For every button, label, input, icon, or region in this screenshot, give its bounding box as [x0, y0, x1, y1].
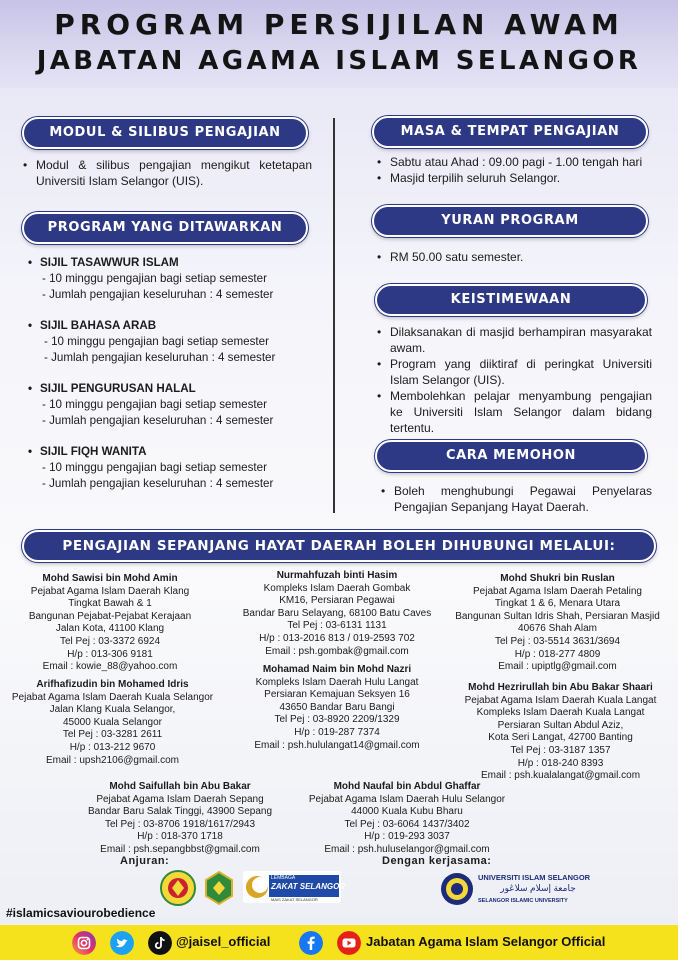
masa-list	[376, 154, 656, 186]
program-name: • SIJIL PENGURUSAN HALAL	[28, 381, 273, 397]
jais-emblem-icon	[202, 870, 236, 906]
contact-card	[448, 682, 673, 783]
contact-name: Mohd Hezrirullah bin Abu Bakar Shaari	[468, 682, 653, 693]
contact-line: Tel Pej : 03-5514 3631/3694	[494, 635, 621, 647]
social-handle[interactable]: @jaisel_official	[176, 934, 271, 949]
contact-line: Pejabat Agama Islam Daerah Petaling	[473, 585, 642, 597]
modul-text: • Modul & silibus pengajian mengikut ketetapan Universiti Islam Selangor (UIS).	[22, 157, 312, 189]
contact-line: Pejabat Agama Islam Daerah Sepang	[96, 793, 264, 805]
contact-line: Email : psh.hululangat14@gmail.com	[254, 739, 420, 751]
contact-line: Email : upiptlg@gmail.com	[498, 661, 617, 673]
page-subtitle: JABATAN AGAMA ISLAM SELANGOR	[36, 46, 642, 76]
contact-line: Email : psh.sepangbbst@gmail.com	[100, 843, 260, 855]
program-item	[28, 444, 273, 492]
program-name: • SIJIL BAHASA ARAB	[28, 318, 275, 334]
program-total: - Jumlah pengajian keseluruhan : 4 semester	[42, 477, 274, 490]
contact-line: H/p : 019-293 3037	[364, 831, 450, 843]
contact-line: 40676 Shah Alam	[518, 623, 597, 635]
contact-card	[5, 679, 220, 767]
header-banner	[0, 0, 678, 88]
contact-line: H/p : 013-306 9181	[67, 648, 153, 660]
programs-heading: PROGRAM YANG DITAWARKAN	[22, 212, 308, 244]
program-item	[28, 318, 275, 366]
program-weeks: - 10 minggu pengajian bagi setiap semester	[42, 461, 267, 474]
contact-card	[445, 573, 670, 674]
contact-line: Tel Pej : 03-3372 6924	[59, 635, 161, 647]
contact-card	[232, 570, 442, 658]
contact-line: Bandar Baru Salak Tinggi, 43900 Sepang	[87, 806, 273, 818]
contact-line: Email : psh.kualalangat@gmail.com	[480, 770, 641, 782]
channel-name[interactable]: Jabatan Agama Islam Selangor Official	[366, 934, 606, 949]
program-item	[28, 255, 273, 303]
contact-name: Mohd Shukri bin Ruslan	[500, 573, 615, 584]
uis-crest-icon	[440, 872, 474, 906]
contact-name: Arifhafizudin bin Mohamed Idris	[36, 679, 189, 690]
uis-logo-english: SELANGOR ISLAMIC UNIVERSITY	[478, 898, 568, 904]
social-footer	[0, 925, 678, 960]
facebook-icon[interactable]	[299, 931, 323, 955]
uis-logo	[440, 872, 600, 908]
contact-line: Jalan Kota, 41100 Klang	[55, 623, 165, 635]
zakat-selangor-logo	[243, 871, 346, 903]
contact-line: Kompleks Islam Daerah Kuala Langat	[476, 707, 645, 719]
contact-line: Pejabat Agama Islam Daerah Kuala Selangor	[11, 691, 214, 703]
program-total: - Jumlah pengajian keseluruhan : 4 semester	[42, 414, 274, 427]
masa-item: • Masjid terpilih seluruh Selangor.	[376, 170, 656, 186]
contact-line: Tingkat Bawah & 1	[68, 598, 152, 610]
contact-line: Tel Pej : 03-3187 1357	[510, 744, 611, 756]
tiktok-icon[interactable]	[148, 931, 172, 955]
contact-card	[75, 781, 285, 857]
contact-line: Tel Pej : 03-6064 1437/3402	[344, 818, 470, 830]
keistimewaan-item: • Dilaksanakan di masjid berhampiran masyarakat awam.	[376, 324, 652, 356]
contact-line: Jalan Klang Kuala Selangor,	[49, 704, 176, 716]
contact-line: Bangunan Pejabat-Pejabat Kerajaan	[28, 610, 192, 622]
contact-line: KM16, Persiaran Pegawai	[279, 595, 395, 607]
contact-line: H/p : 013-2016 813 / 019-2593 702	[259, 632, 415, 644]
page-title: PROGRAM PERSIJILAN AWAM	[54, 8, 624, 41]
contact-line: 44000 Kuala Kubu Bharu	[351, 806, 463, 818]
contact-name: Mohd Sawisi bin Mohd Amin	[42, 573, 178, 584]
contact-line: Tel Pej : 03-3281 2611	[62, 729, 163, 741]
instagram-icon[interactable]	[72, 931, 96, 955]
modul-list	[22, 157, 312, 189]
contact-line: Pejabat Agama Islam Daerah Klang	[30, 585, 190, 597]
contact-line: Kompleks Islam Daerah Gombak	[263, 582, 411, 594]
keistimewaan-item: • Program yang diiktiraf di peringkat Universiti Islam Selangor (UIS).	[376, 356, 652, 388]
zakat-logo-small: LEMBAGA	[271, 875, 296, 881]
youtube-icon[interactable]	[337, 931, 361, 955]
twitter-icon[interactable]	[110, 931, 134, 955]
masa-item: • Sabtu atau Ahad : 09.00 pagi - 1.00 tengah hari	[376, 154, 656, 170]
contact-line: Bandar Baru Selayang, 68100 Batu Caves	[242, 607, 432, 619]
uis-logo-name: UNIVERSITI ISLAM SELANGOR	[478, 873, 591, 882]
cara-heading: CARA MEMOHON	[375, 440, 647, 472]
selangor-crest-icon	[160, 870, 196, 906]
contact-card	[302, 781, 512, 857]
keistimewaan-list	[376, 324, 652, 436]
contacts-heading: PENGAJIAN SEPANJANG HAYAT DAERAH BOLEH DIHUBUNGI MELALUI:	[22, 530, 656, 562]
contact-line: Kompleks Islam Daerah Hulu Langat	[255, 676, 419, 688]
cara-list	[380, 483, 652, 515]
program-weeks: - 10 minggu pengajian bagi setiap semester	[42, 398, 267, 411]
contact-line: 45000 Kuala Selangor	[63, 716, 162, 728]
program-name: • SIJIL TASAWWUR ISLAM	[28, 255, 273, 271]
contact-line: Tel Pej : 03-8706 1918/1617/2943	[104, 818, 256, 830]
program-total: - Jumlah pengajian keseluruhan : 4 semester	[44, 351, 276, 364]
program-item	[28, 381, 273, 429]
contact-line: H/p : 018-277 4809	[514, 648, 601, 660]
keistimewaan-item: • Membolehkan pelajar menyambung pengajian ke Universiti Islam Selangor dalam bidang tertentu.	[376, 388, 652, 436]
program-weeks: - 10 minggu pengajian bagi setiap semester	[44, 335, 269, 348]
contact-line: Email : kowie_88@yahoo.com	[42, 661, 178, 673]
contact-line: Tel Pej : 03-6131 1131	[287, 620, 387, 632]
contact-line: Email : psh.gombak@gmail.com	[265, 645, 409, 657]
contact-line: H/p : 019-287 7374	[294, 726, 380, 738]
cara-item: • Boleh menghubungi Pegawai Penyelaras Pengajian Sepanjang Hayat Daerah.	[380, 483, 652, 515]
zakat-logo-name: ZAKAT SELANGOR	[271, 882, 346, 891]
keistimewaan-heading: KEISTIMEWAAN	[375, 284, 647, 316]
contact-card	[232, 664, 442, 752]
contact-line: Tingkat 1 & 6, Menara Utara	[494, 598, 621, 610]
contact-line: Persiaran Kemajuan Seksyen 16	[264, 689, 410, 701]
zakat-logo-sub: MAIS ZAKAT SELANGOR	[271, 897, 318, 902]
contact-line: Bangunan Sultan Idris Shah, Persiaran Masjid	[455, 610, 660, 622]
contact-line: Kota Seri Langat, 42700 Banting	[488, 732, 633, 744]
modul-heading: MODUL & SILIBUS PENGAJIAN	[22, 117, 308, 149]
anjuran-label: Anjuran:	[120, 855, 170, 867]
masa-heading: MASA & TEMPAT PENGAJIAN	[372, 116, 648, 148]
program-name: • SIJIL FIQH WANITA	[28, 444, 273, 460]
contact-line: Email : upsh2106@gmail.com	[46, 754, 179, 766]
contact-line: Tel Pej : 03-8920 2209/1329	[274, 714, 400, 726]
contact-line: 43650 Bandar Baru Bangi	[279, 701, 395, 713]
contact-line: Persiaran Sultan Abdul Aziz,	[497, 719, 624, 731]
contact-line: Email : psh.huluselangor@gmail.com	[324, 843, 490, 855]
yuran-heading: YURAN PROGRAM	[372, 205, 648, 237]
contact-line: Pejabat Agama Islam Daerah Hulu Selangor	[308, 793, 506, 805]
contact-line: H/p : 013-212 9670	[69, 741, 156, 753]
hashtag: #islamicsaviourobedience	[6, 906, 156, 920]
zakat-crescent-icon	[245, 874, 269, 900]
program-weeks: - 10 minggu pengajian bagi setiap semester	[42, 272, 267, 285]
program-total: - Jumlah pengajian keseluruhan : 4 semester	[42, 288, 274, 301]
contact-card	[15, 573, 205, 674]
yuran-item: • RM 50.00 satu semester.	[376, 249, 656, 265]
uis-logo-arabic: جامعة إسلام سلاڠور	[500, 883, 576, 893]
yuran-list	[376, 249, 656, 265]
kerjasama-label: Dengan kerjasama:	[382, 855, 492, 867]
contact-name: Nurmahfuzah binti Hasim	[276, 570, 398, 581]
contact-name: Mohd Saifullah bin Abu Bakar	[109, 781, 251, 792]
contact-name: Mohd Naufal bin Abdul Ghaffar	[333, 781, 481, 792]
column-divider	[333, 118, 335, 513]
contact-line: Pejabat Agama Islam Daerah Kuala Langat	[464, 694, 657, 706]
contact-line: H/p : 018-370 1718	[137, 831, 223, 843]
contact-line: H/p : 018-240 8393	[517, 757, 604, 769]
contact-name: Mohamad Naim bin Mohd Nazri	[262, 664, 412, 675]
